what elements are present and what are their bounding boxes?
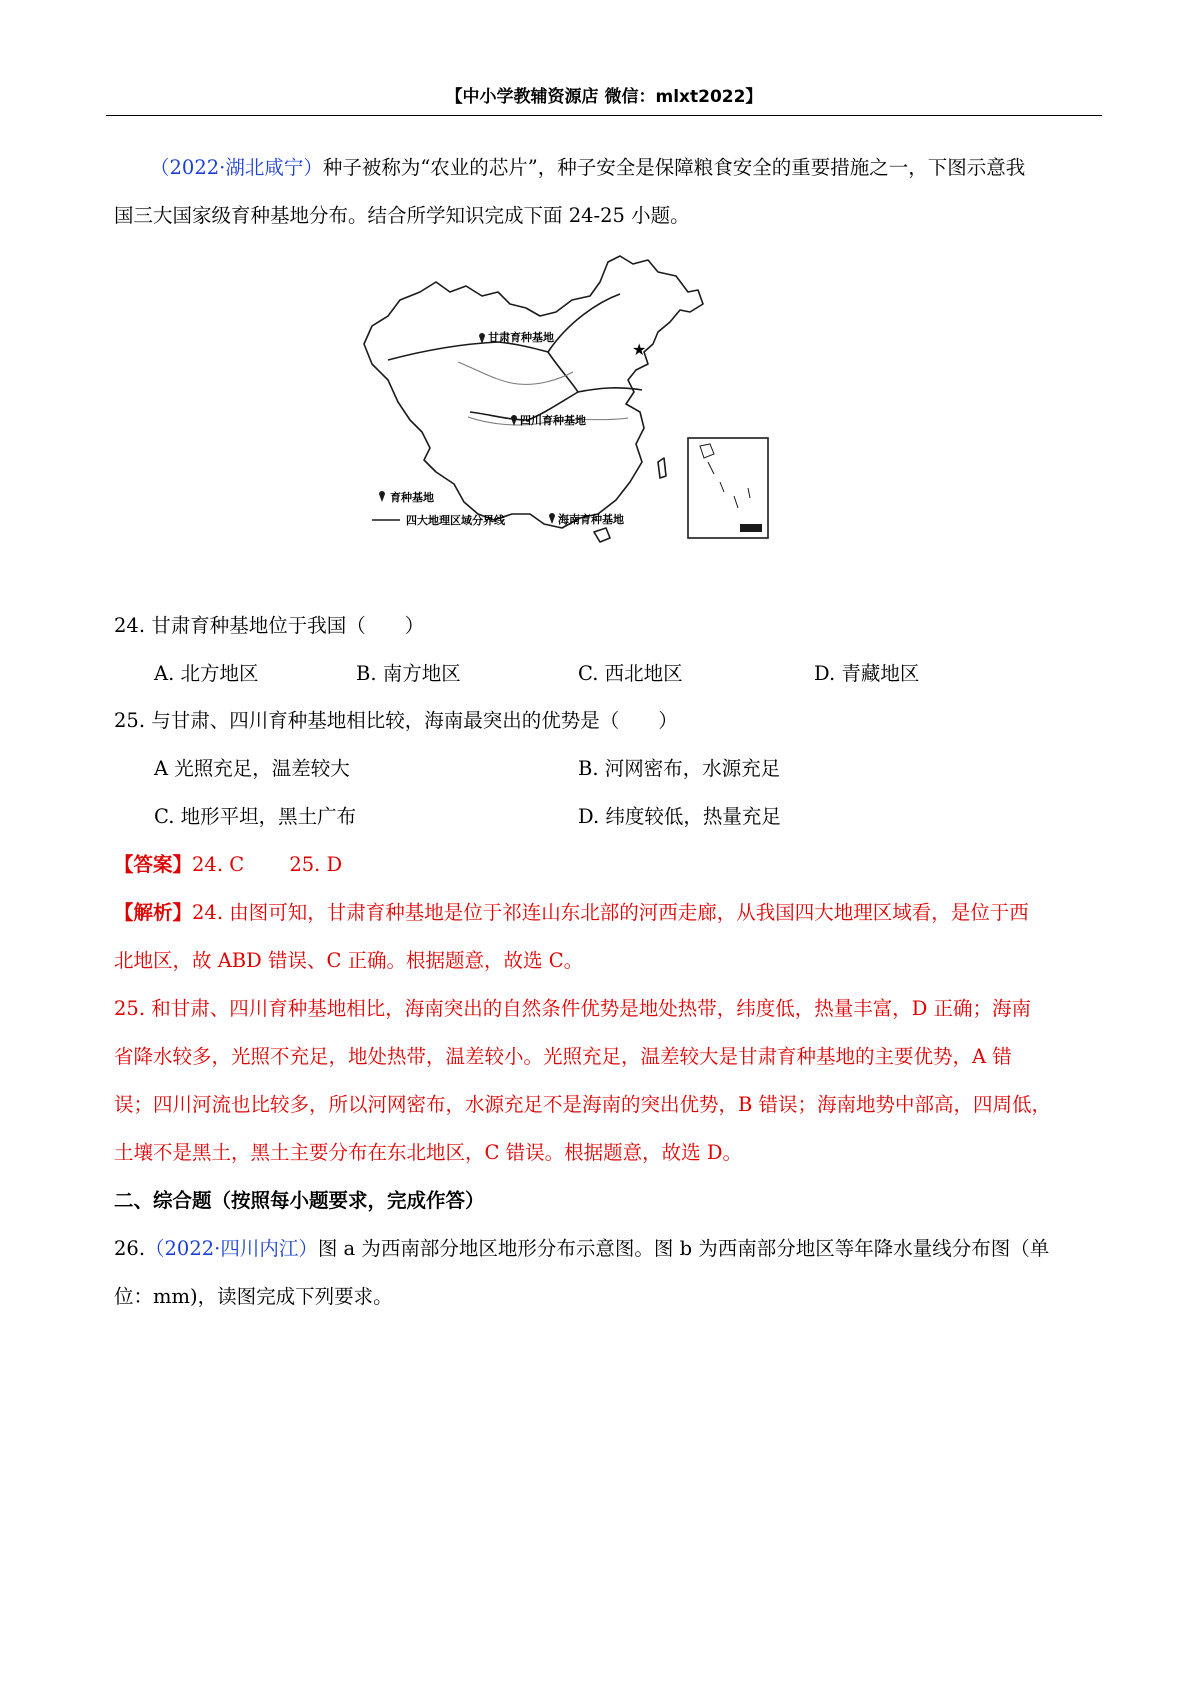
china-map-outline [358, 252, 828, 588]
analysis-text-5: 误；四川河流也比较多，所以河网密布，水源充足不是海南的突出优势，B 错误；海南地势中部高，四周低， [114, 1093, 1052, 1116]
capital-star-icon: ★ [632, 340, 647, 359]
sichuan-base-label: 四川育种基地 [520, 414, 586, 427]
q26-text-1: 图 a 为西南部分地区地形分布示意图。图 b 为西南部分地区等年降水量线分布图（单 [317, 1237, 1050, 1260]
answer-label: 【答案】 [114, 853, 193, 876]
intro-text-2: 国三大国家级育种基地分布。结合所学知识完成下面 24-25 小题。 [114, 204, 690, 227]
q24-stem: 24. 甘肃育种基地位于我国（ ） [114, 614, 425, 637]
analysis-line-1 [114, 903, 1029, 923]
q24-option-a: A. 北方地区 [154, 662, 259, 685]
q25-option-b: B. 河网密布，水源充足 [578, 757, 781, 780]
legend-base-label: 育种基地 [390, 491, 434, 504]
intro-source: （2022·湖北咸宁） [150, 156, 323, 179]
intro-text-1: 种子被称为“农业的芯片”，种子安全是保障粮食安全的重要措施之一，下图示意我 [322, 156, 1026, 179]
analysis-text-4: 省降水较多，光照不充足，地处热带，温差较小。光照充足，温差较大是甘肃育种基地的主要优势，A 错 [114, 1045, 1012, 1068]
q24-option-d: D. 青藏地区 [814, 662, 920, 685]
q26-text-2: 位：mm)，读图完成下列要求。 [114, 1285, 393, 1308]
q25-option-c: C. 地形平坦，黑土广布 [154, 805, 357, 828]
analysis-text-1: 24. 由图可知，甘肃育种基地是位于祁连山东北部的河西走廊，从我国四大地理区域看，是位于西 [192, 901, 1029, 924]
section-2-heading: 二、综合题（按照每小题要求，完成作答） [114, 1189, 485, 1212]
q25-option-a: A 光照充足，温差较大 [154, 757, 350, 780]
legend-boundary-label: 四大地理区域分界线 [406, 514, 505, 527]
answer-value: 24. C 25. D [192, 853, 343, 876]
intro-line-1 [150, 158, 1025, 178]
q25-option-d: D. 纬度较低，热量充足 [578, 805, 781, 828]
china-breeding-base-map [358, 252, 828, 588]
q24-option-c: C. 西北地区 [578, 662, 683, 685]
q26-source: （2022·四川内江） [145, 1237, 318, 1260]
header-divider [106, 115, 1102, 116]
answer-line [114, 855, 342, 875]
analysis-text-2: 北地区，故 ABD 错误、C 正确。根据题意，故选 C。 [114, 949, 584, 972]
q26-number: 26. [114, 1237, 146, 1260]
gansu-base-label: 甘肃育种基地 [488, 331, 554, 344]
analysis-text-3: 25. 和甘肃、四川育种基地相比，海南突出的自然条件优势是地处热带，纬度低，热量丰富，D 正确；海南 [114, 997, 1032, 1020]
q26-line-1 [114, 1239, 1049, 1259]
analysis-label: 【解析】 [114, 901, 193, 924]
analysis-text-6: 土壤不是黑土，黑土主要分布在东北地区，C 错误。根据题意，故选 D。 [114, 1141, 742, 1164]
page-header: 【中小学教辅资源店 微信：mlxt2022】 [445, 87, 763, 107]
q24-option-b: B. 南方地区 [356, 662, 461, 685]
q25-stem: 25. 与甘肃、四川育种基地相比较，海南最突出的优势是（ ） [114, 709, 678, 732]
hainan-base-label: 海南育种基地 [558, 513, 624, 526]
